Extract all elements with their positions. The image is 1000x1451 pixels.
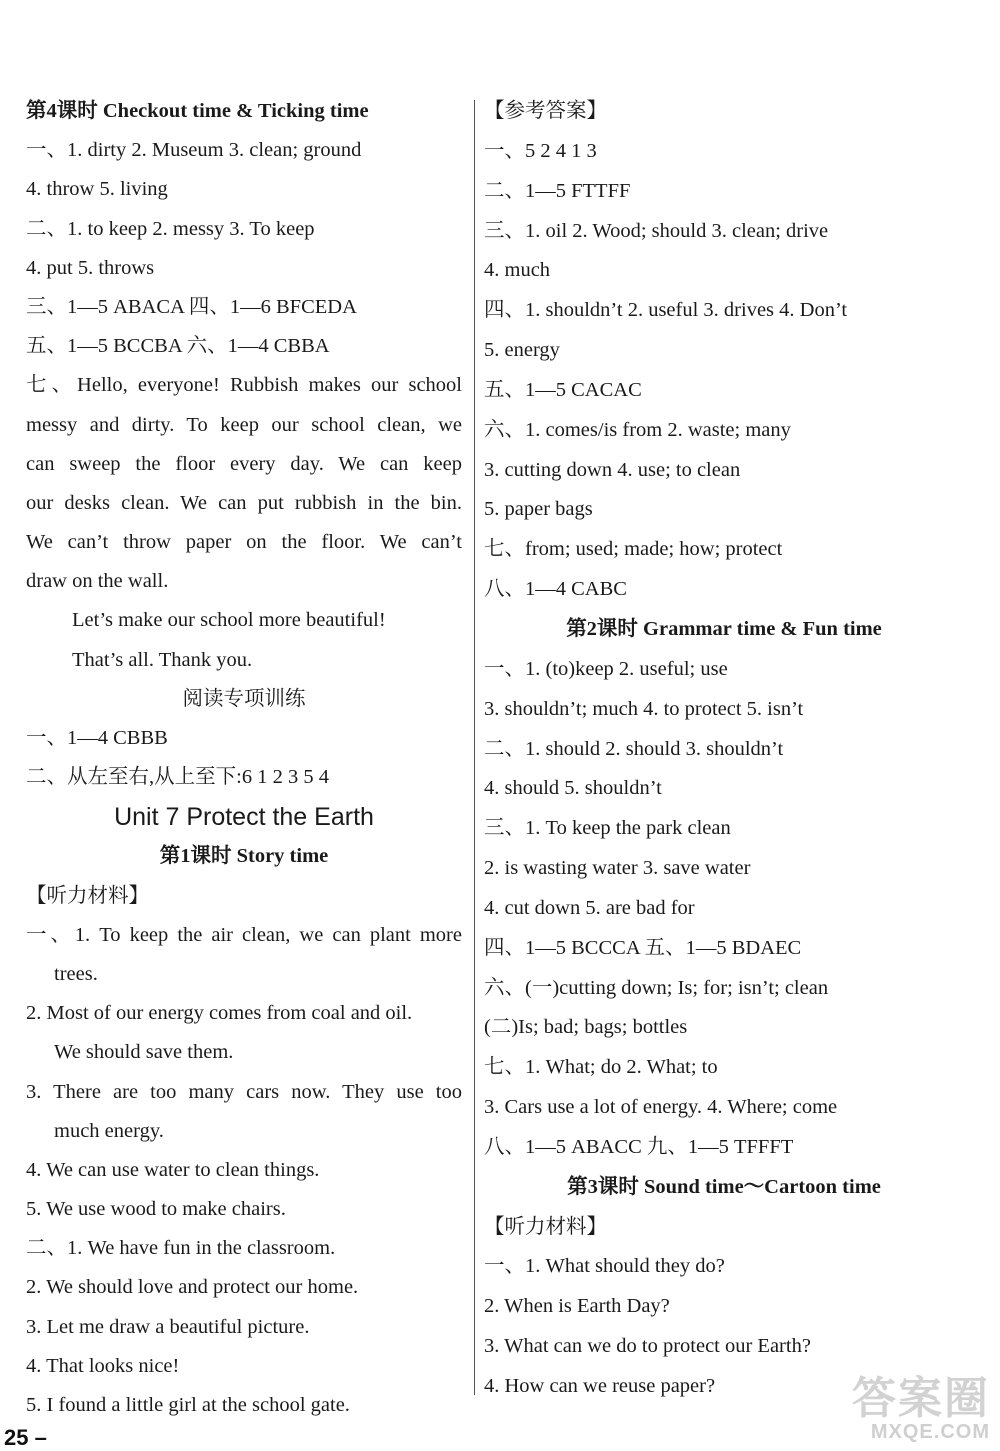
text-line: 2. Most of our energy comes from coal and oil. xyxy=(26,1002,413,1025)
text-line: 4. cut down 5. are bad for xyxy=(484,896,695,919)
text-line: 【听力材料】 xyxy=(484,1215,607,1238)
text-line: 四、1. shouldn’t 2. useful 3. drives 4. Don’t xyxy=(484,299,848,322)
text-line: 六、(一)cutting down; Is; for; isn’t; clean xyxy=(484,976,829,999)
text-line: 3. Let me draw a beautiful picture. xyxy=(26,1315,310,1338)
text-line: 3. Cars use a lot of energy. 4. Where; come xyxy=(484,1096,838,1119)
lesson-heading: 第1课时 Story time xyxy=(159,845,329,868)
text-line: 5. paper bags xyxy=(484,498,593,521)
text-line: 4. That looks nice! xyxy=(26,1354,180,1377)
text-line: draw on the wall. xyxy=(26,570,169,593)
column-divider xyxy=(474,100,475,1395)
left-column xyxy=(26,92,462,1425)
text-line: 六、1. comes/is from 2. waste; many xyxy=(484,418,791,441)
text-line: 一、5 2 4 1 3 xyxy=(484,139,597,162)
text-line: 五、1—5 CACAC xyxy=(484,378,642,401)
text-line: 八、1—4 CABC xyxy=(484,578,627,601)
text-line: 三、1—5 ABACA 四、1—6 BFCEDA xyxy=(26,295,357,318)
text-line: 5. We use wood to make chairs. xyxy=(26,1198,286,1221)
text-line: 二、1. We have fun in the classroom. xyxy=(26,1237,336,1260)
unit-title: Unit 7 Protect the Earth xyxy=(114,803,374,832)
text-line: (二)Is; bad; bags; bottles xyxy=(484,1016,688,1039)
lesson-heading: 第3课时 Sound time～Cartoon time xyxy=(567,1175,881,1198)
text-line: 三、1. oil 2. Wood; should 3. clean; drive xyxy=(484,219,829,242)
text-line: 【听力材料】 xyxy=(26,884,149,907)
text-line: 3. shouldn’t; much 4. to protect 5. isn’t xyxy=(484,697,804,720)
text-line: 2. is wasting water 3. save water xyxy=(484,857,751,880)
text-line: 一、1—4 CBBB xyxy=(26,727,168,749)
text-line: 八、1—5 ABACC 九、1—5 TFFFT xyxy=(484,1135,794,1158)
text-line: 三、1. To keep the park clean xyxy=(484,817,731,840)
section-heading: 阅读专项训练 xyxy=(182,687,306,710)
watermark-main-text: 答案圈 xyxy=(852,1374,990,1423)
text-line: messy and dirty. To keep our school clean, we xyxy=(26,413,462,436)
text-line: 3. There are too many cars now. They use too xyxy=(26,1080,462,1103)
text-line: 4. put 5. throws xyxy=(26,256,155,279)
text-line: 七、from; used; made; how; protect xyxy=(484,538,783,561)
text-line: 七、Hello, everyone! Rubbish makes our school xyxy=(26,374,462,397)
text-line: That’s all. Thank you. xyxy=(72,648,253,671)
watermark-logo xyxy=(840,1373,990,1443)
text-line: 七、1. What; do 2. What; to xyxy=(484,1056,718,1079)
text-line: 二、从左至右,从上至下:6 1 2 3 5 4 xyxy=(26,766,329,789)
text-line: 一、1. What should they do? xyxy=(484,1255,725,1278)
lesson-heading: 第4课时 Checkout time & Ticking time xyxy=(26,100,369,122)
text-line: 二、1. should 2. should 3. shouldn’t xyxy=(484,737,784,760)
text-line: 二、1—5 FTTFF xyxy=(484,179,631,202)
text-line: We can’t throw paper on the floor. We can’t xyxy=(26,531,462,554)
text-line: 2. When is Earth Day? xyxy=(484,1295,670,1318)
text-line: 二、1. to keep 2. messy 3. To keep xyxy=(26,217,315,240)
right-column xyxy=(484,92,964,1407)
lesson-heading: 第2课时 Grammar time & Fun time xyxy=(566,617,882,640)
text-line: 5. I found a little girl at the school gate. xyxy=(26,1394,350,1416)
text-line: 4. much xyxy=(484,259,551,282)
text-line: 3. What can we do to protect our Earth? xyxy=(484,1335,811,1358)
text-line: Let’s make our school more beautiful! xyxy=(72,609,386,632)
text-line: 一、1. (to)keep 2. useful; use xyxy=(484,657,728,680)
watermark-sub-text: MXQE.COM xyxy=(870,1421,990,1443)
text-line: trees. xyxy=(54,962,98,985)
text-line: can sweep the floor every day. We can keep xyxy=(26,452,462,475)
text-line: much energy. xyxy=(54,1119,164,1142)
text-line: 一、1. To keep the air clean, we can plant more xyxy=(26,923,462,946)
text-line: 3. cutting down 4. use; to clean xyxy=(484,458,741,481)
text-line: 2. We should love and protect our home. xyxy=(26,1276,359,1299)
text-line: 一、1. dirty 2. Museum 3. clean; ground xyxy=(26,139,362,162)
text-line: 【参考答案】 xyxy=(484,100,607,122)
text-line: 4. How can we reuse paper? xyxy=(484,1375,716,1397)
text-line: 4. throw 5. living xyxy=(26,178,168,201)
text-line: 四、1—5 BCCCA 五、1—5 BDAEC xyxy=(484,936,802,959)
text-line: our desks clean. We can put rubbish in the bin. xyxy=(26,491,462,514)
page-number: 25 – xyxy=(4,1425,47,1450)
text-line: 五、1—5 BCCBA 六、1—4 CBBA xyxy=(26,335,330,358)
text-line: 5. energy xyxy=(484,339,560,362)
text-line: 4. We can use water to clean things. xyxy=(26,1158,320,1181)
text-line: 4. should 5. shouldn’t xyxy=(484,777,662,800)
text-line: We should save them. xyxy=(54,1041,234,1064)
